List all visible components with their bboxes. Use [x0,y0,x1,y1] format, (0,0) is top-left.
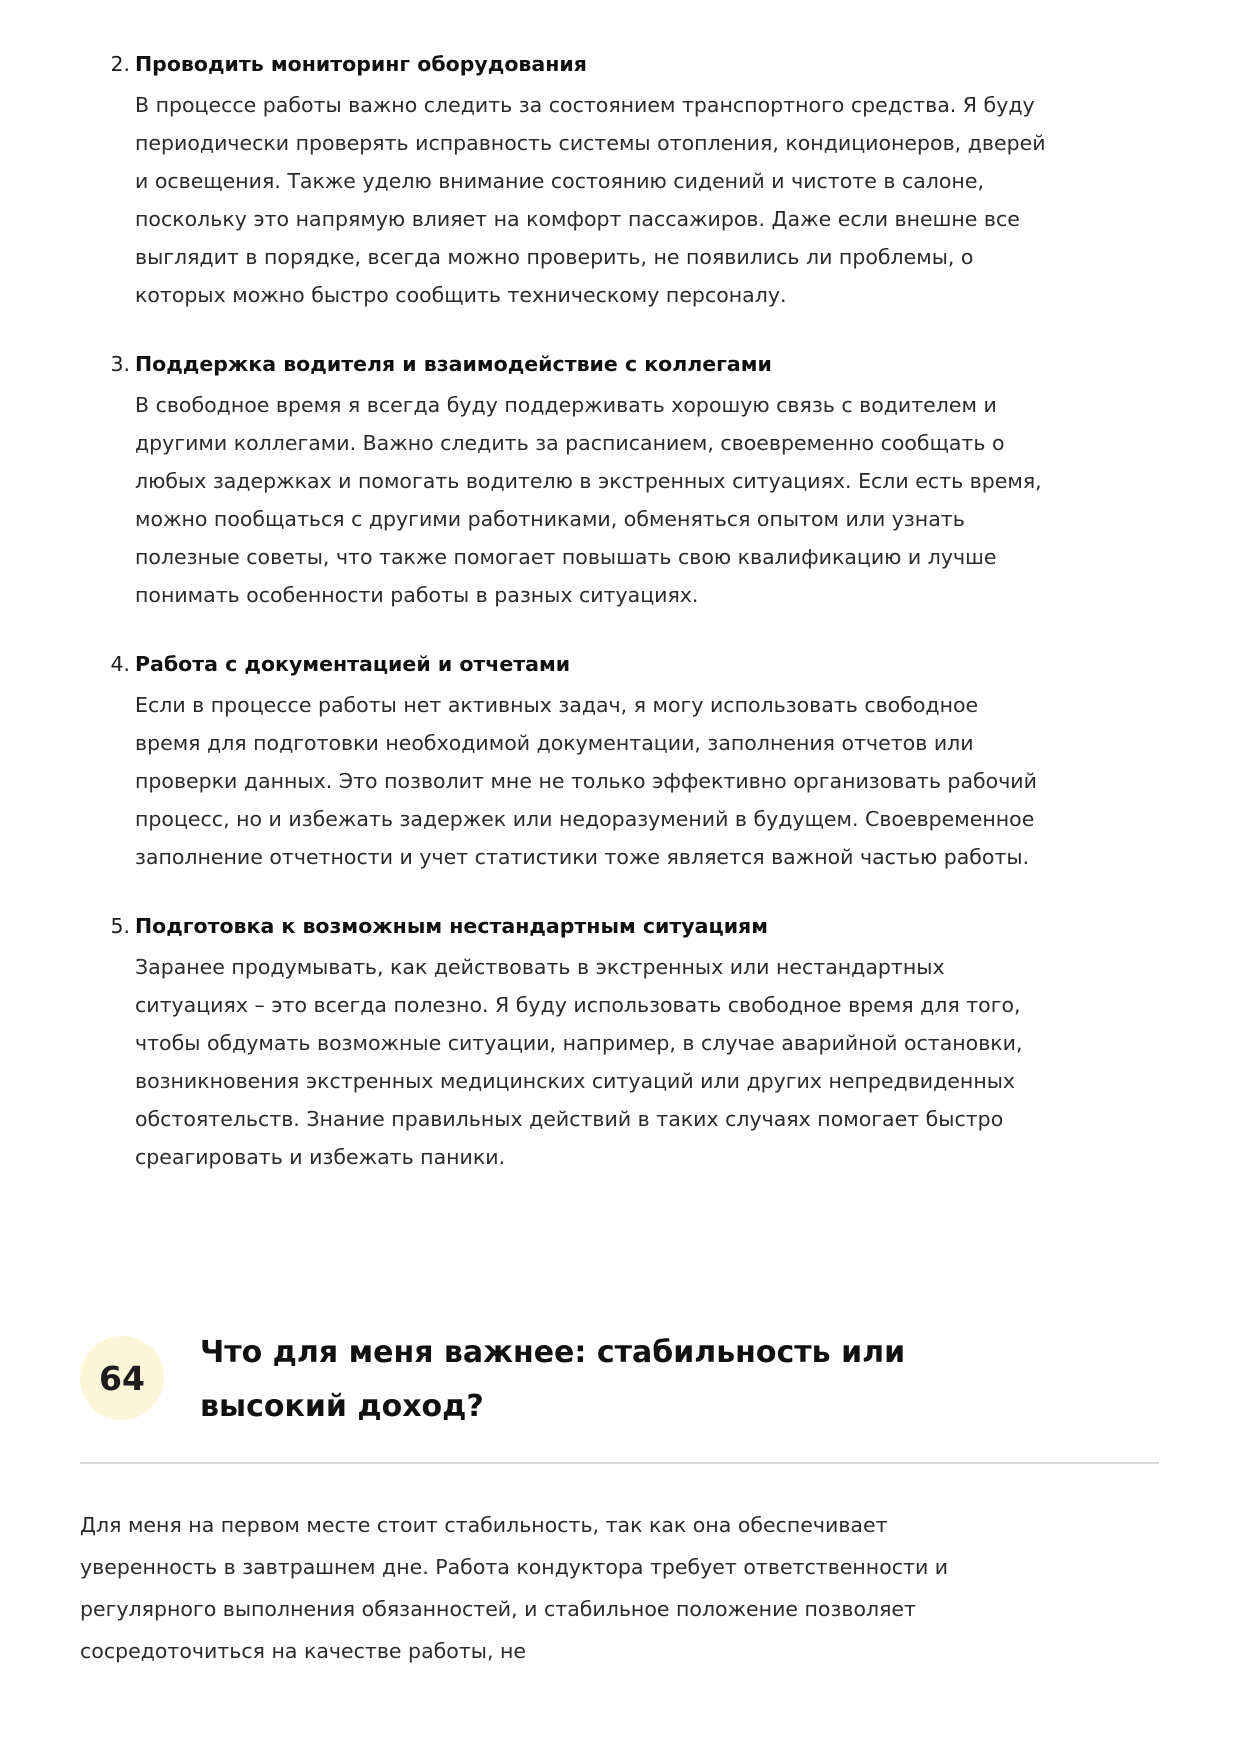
list-item-number: 2. [110,52,130,76]
section-title: Что для меня важнее: стабильность или высокий доход? [200,1335,906,1424]
list-item-body: Если в процессе работы нет активных задач, я могу использовать свободное время для подготовки необходимой документации, заполнения отчетов или проверки данных. Это позволит мне не только эффективно организовать рабочий процесс, но и избежать задержек или недоразумений в будущем. Своевременное заполнение отчетности и учет статистики тоже является важной частью работы. [135,693,1037,869]
list-item [80,348,1159,614]
question-number-badge: 64 [80,1336,164,1420]
list-item-number: 5. [110,914,130,938]
section-body: Для меня на первом месте стоит стабильность, так как она обеспечивает уверенность в завтрашнем дне. Работа кондуктора требует ответственности и регулярного выполнения обязанностей, и стабильное положение позволяет сосредоточиться на качестве работы, не [80,1513,949,1663]
list-item [80,910,1159,1176]
list-item [80,48,1159,314]
list-item-title: Поддержка водителя и взаимодействие с коллегами [135,352,772,376]
list-item-number: 4. [110,652,130,676]
list-item-body: Заранее продумывать, как действовать в экстренных или нестандартных ситуациях – это всегда полезно. Я буду использовать свободное время для того, чтобы обдумать возможные ситуации, например, в случае аварийной остановки, возникновения экстренных медицинских ситуаций или других непредвиденных обстоятельств. Знание правильных действий в таких случаях помогает быстро среагировать и избежать паники. [135,955,1023,1169]
list-item-body: В процессе работы важно следить за состоянием транспортного средства. Я буду периодически проверять исправность системы отопления, кондиционеров, дверей и освещения. Также уделю внимание состоянию сидений и чистоте в салоне, поскольку это напрямую влияет на комфорт пассажиров. Даже если внешне все выглядит в порядке, всегда можно проверить, не появились ли проблемы, о которых можно быстро сообщить техническому персоналу. [135,93,1046,307]
list-item-number: 3. [110,352,130,376]
list-item-title: Подготовка к возможным нестандартным ситуациям [135,914,768,938]
section-divider [80,1462,1159,1464]
list-item-title: Работа с документацией и отчетами [135,652,571,676]
list-item-title: Проводить мониторинг оборудования [135,52,587,76]
list-item-body: В свободное время я всегда буду поддерживать хорошую связь с водителем и другими коллегами. Важно следить за расписанием, своевременно сообщать о любых задержках и помогать водителю в экстренных ситуациях. Если есть время, можно пообщаться с другими работниками, обменяться опытом или узнать полезные советы, что также помогает повышать свою квалификацию и лучше понимать особенности работы в разных ситуациях. [135,393,1042,607]
section-heading-block [80,1326,1159,1672]
numbered-list [80,48,1159,1176]
list-item [80,648,1159,876]
